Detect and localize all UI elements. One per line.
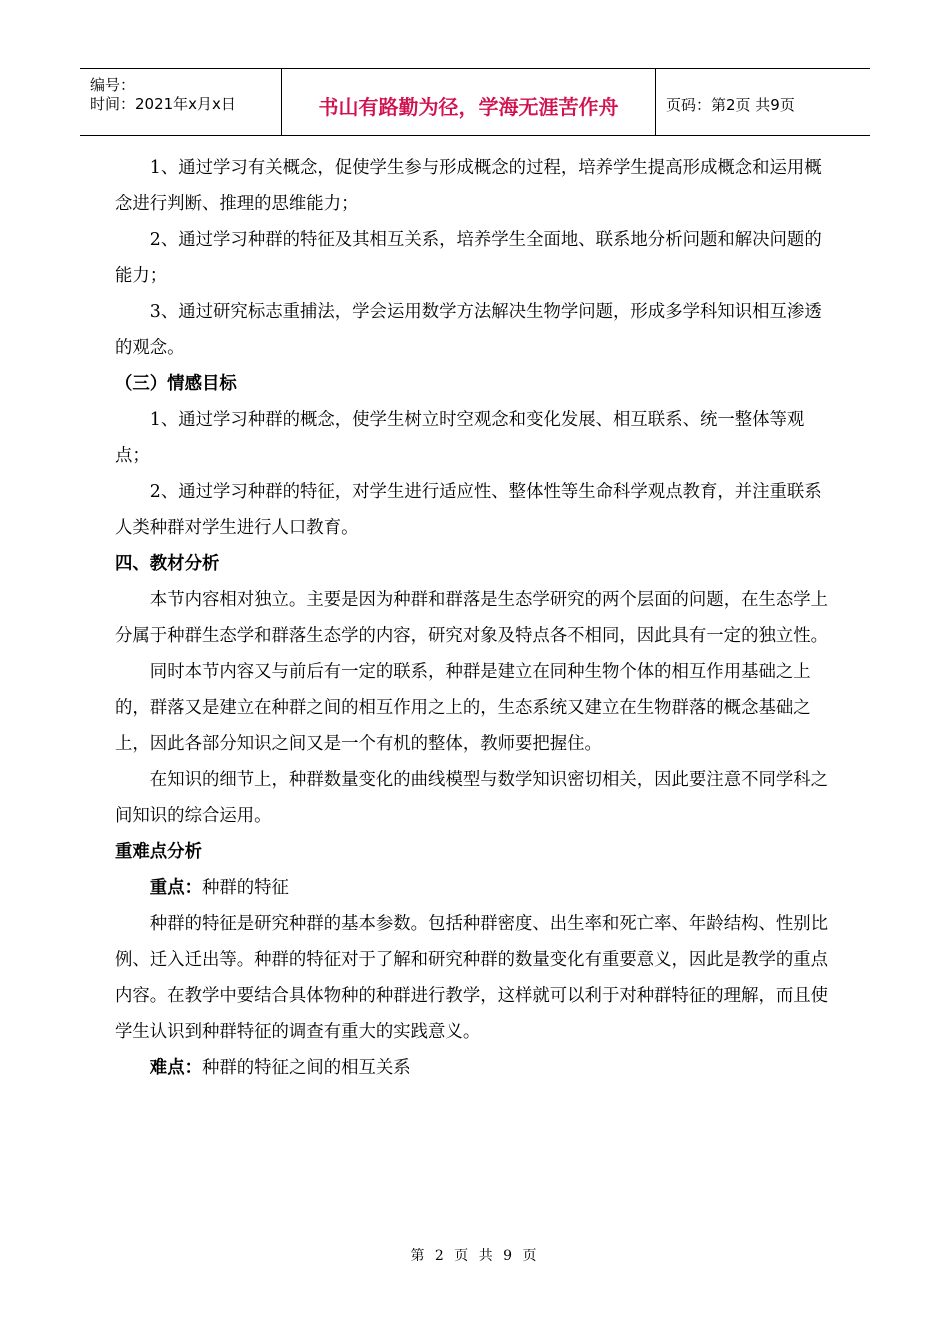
header-page-cell	[656, 69, 870, 135]
paragraph: 3、通过研究标志重捕法，学会运用数学方法解决生物学问题，形成多学科知识相互渗透的观念。	[115, 302, 822, 358]
key-point-text: 种群的特征	[201, 878, 289, 898]
paragraph: 种群的特征是研究种群的基本参数。包括种群密度、出生率和死亡率、年龄结构、性别比例、迁入迁出等。种群的特征对于了解和研究种群的数量变化有重要意义，因此是教学的重点内容。在教学中要结合具体物种的种群进行教学，这样就可以利于对种群特征的理解，而且使学生认识到种群特征的调查有重大的实践意义。	[115, 914, 829, 1042]
document-body	[115, 150, 835, 1086]
section-heading-key-points: 重难点分析	[115, 842, 202, 862]
paragraph: 2、通过学习种群的特征，对学生进行适应性、整体性等生命科学观点教育，并注重联系人类种群对学生进行人口教育。	[115, 482, 822, 538]
paragraph: 1、通过学习种群的概念，使学生树立时空观念和变化发展、相互联系、统一整体等观点；	[115, 410, 805, 466]
header-meta-cell	[80, 69, 282, 135]
header-page-code: 页码：第2页 共9页	[666, 96, 795, 114]
paragraph: 1、通过学习有关概念，促使学生参与形成概念的过程，培养学生提高形成概念和运用概念进行判断、推理的思维能力；	[115, 158, 822, 214]
paragraph: 2、通过学习种群的特征及其相互关系，培养学生全面地、联系地分析问题和解决问题的能力；	[115, 230, 822, 286]
document-header	[80, 68, 870, 136]
page-footer: 第 2 页 共 9 页	[410, 1248, 540, 1264]
section-heading-material: 四、教材分析	[115, 554, 220, 574]
paragraph: 在知识的细节上，种群数量变化的曲线模型与数学知识密切相关，因此要注意不同学科之间知识的综合运用。	[115, 770, 829, 826]
key-point-label: 重点：	[149, 878, 202, 898]
difficult-point-label: 难点：	[149, 1058, 202, 1078]
header-motto: 书山有路勤为径，学海无涯苦作舟	[318, 95, 619, 119]
key-point-line	[115, 870, 835, 906]
paragraph: 本节内容相对独立。主要是因为种群和群落是生态学研究的两个层面的问题，在生态学上分属于种群生态学和群落生态学的内容，研究对象及特点各不相同，因此具有一定的独立性。	[115, 590, 829, 646]
document-number-label: 编号：	[90, 76, 136, 94]
difficult-point-line	[115, 1050, 835, 1086]
document-date: 时间：2021年x月x日	[90, 95, 236, 113]
paragraph: 同时本节内容又与前后有一定的联系，种群是建立在同种生物个体的相互作用基础之上的，群落又是建立在种群之间的相互作用之上的，生态系统又建立在生物群落的概念基础之上，因此各部分知识之间又是一个有机的整体，教师要把握住。	[115, 662, 811, 754]
section-heading-emotion: （三）情感目标	[115, 374, 237, 394]
difficult-point-text: 种群的特征之间的相互关系	[201, 1058, 411, 1078]
header-motto-cell	[282, 69, 656, 135]
